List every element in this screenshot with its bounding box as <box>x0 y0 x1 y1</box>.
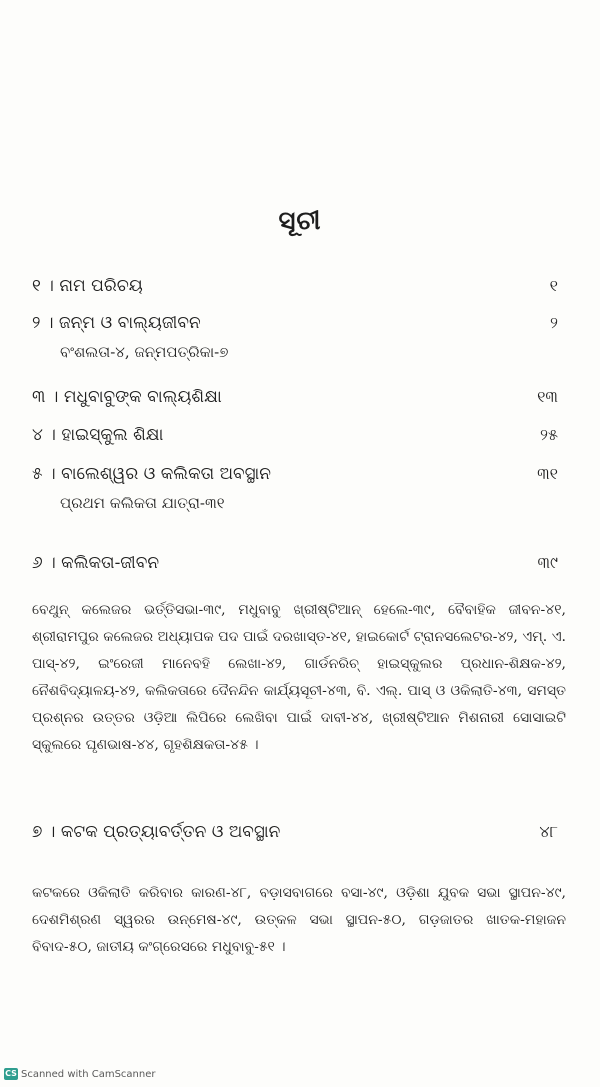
toc-entry-subtopics: ବଂଶଲତା-୪, ଜନ୍ମପତ୍ରିକା-୭ <box>60 343 229 361</box>
toc-entry-subtopics: ପ୍ରଥମ କଲିକତା ଯାତ୍ରା-୩୧ <box>60 494 225 512</box>
toc-entry-label: ୫ । ବାଲେଶ୍ୱର ଓ କଲିକତା ଅବସ୍ଥାନ <box>32 464 271 484</box>
toc-entry-label: ୨ । ଜନ୍ମ ଓ ବାଲ୍ୟଜୀବନ <box>32 313 201 333</box>
toc-entry-page: ୨ <box>550 313 558 332</box>
toc-entry-label: ୭ । କଟକ ପ୍ରତ୍ୟାବର୍ତ୍ତନ ଓ ଅବସ୍ଥାନ <box>32 822 281 842</box>
toc-entry-1 <box>32 276 558 296</box>
scanner-watermark-text: Scanned with CamScanner <box>21 1068 156 1080</box>
toc-entry-page: ୨୫ <box>540 425 558 444</box>
cuttack-return-subtopics: କଟକରେ ଓକିଲାତି କରିବାର କାରଣ-୪୮, ବଡ଼ାସବାଗରେ ବସା-୪୯, ଓଡ଼ିଶା ଯୁବକ ସଭା ସ୍ଥାପନ-୪୯, ଦେଶମିଶ୍ରଣ ସ୍ୱରର ଉନ୍ମେଷ-୪୯, ଉତ୍କଳ ସଭା ସ୍ଥାପନ-୫୦, ଗଡ଼ଜାତର ଖାତକ-ମହାଜନ ବିବାଦ-୫୦, ଜାତୀୟ କଂଗ୍ରେସରେ ମଧୁବାବୁ-୫୧ । <box>32 885 566 955</box>
toc-entry-page: ୧୩ <box>537 387 558 406</box>
toc-entry-page: ୩୯ <box>537 553 558 572</box>
toc-entry-label: ୬ । କଲିକତା-ଜୀବନ <box>32 553 160 573</box>
toc-entry-page: ୧ <box>549 276 558 295</box>
camscanner-logo-icon: CS <box>5 1069 17 1078</box>
toc-entry-5 <box>32 464 558 512</box>
toc-entry-label: ୩ । ମଧୁବାବୁଙ୍କ ବାଲ୍ୟଶିକ୍ଷା <box>32 387 222 407</box>
scanner-watermark <box>4 1068 156 1080</box>
toc-entry-page: ୪୮ <box>539 822 558 841</box>
toc-entry-label: ୪ । ହାଇସ୍କୁଲ ଶିକ୍ଷା <box>32 425 164 445</box>
toc-entry-2 <box>32 313 558 361</box>
toc-entry-7 <box>32 822 558 842</box>
toc-entry-4 <box>32 425 558 445</box>
calcutta-life-subtopics: ବେଥୁନ୍ କଲେଜର ଭର୍ତ୍ତିସଭା-୩୯, ମଧୁବାବୁ ଖ୍ରୀଷ୍ଟିଆନ୍ ହେଲେ-୩୯, ବୈବାହିକ ଜୀବନ-୪୧, ଶ୍ରୀରାମପୁର କଲେଜର ଅଧ୍ୟାପକ ପଦ ପାଇଁ ଦରଖାସ୍ତ-୪୧, ହାଇକୋର୍ଟ ଟ୍ରାନସଲେଟର-୪୨, ଏମ୍. ଏ. ପାସ୍-୪୨, ଇଂରେଜୀ ମାନେବହି ଲେଖା-୪୨, ଗାର୍ଡନରିଚ୍ ହାଇସ୍କୁଲର ପ୍ରଧାନ-ଶିକ୍ଷକ-୪୨, ନୈଶବିଦ୍ୟାଳୟ-୪୨, କଲିକତାରେ ଦୈନନ୍ଦିନ କାର୍ଯ୍ୟସୂଚୀ-୪୩, ବି. ଏଲ୍. ପାସ୍ ଓ ଓକିଲାତି-୪୩, ସମସ୍ତ ପ୍ରଶ୍ନର ଉତ୍ତର ଓଡ଼ିଆ ଲିପିରେ ଲେଖିବା ପାଇଁ ଦାବୀ-୪୪, ଖ୍ରୀଷ୍ଟିଆନ ମିଶନାରୀ ସୋସାଇଟି ସ୍କୁଲରେ ଘୃଣଭାଷ-୪୪, ଗୃହଶିକ୍ଷକତା-୪୫ । <box>32 602 566 753</box>
toc-entry-6 <box>32 553 558 573</box>
toc-entry-page: ୩୧ <box>537 464 558 483</box>
toc-entry-3 <box>32 387 558 407</box>
page-title: ସୂଚୀ <box>278 206 322 236</box>
toc-entry-label: ୧ । ନାମ ପରିଚୟ <box>32 276 143 296</box>
